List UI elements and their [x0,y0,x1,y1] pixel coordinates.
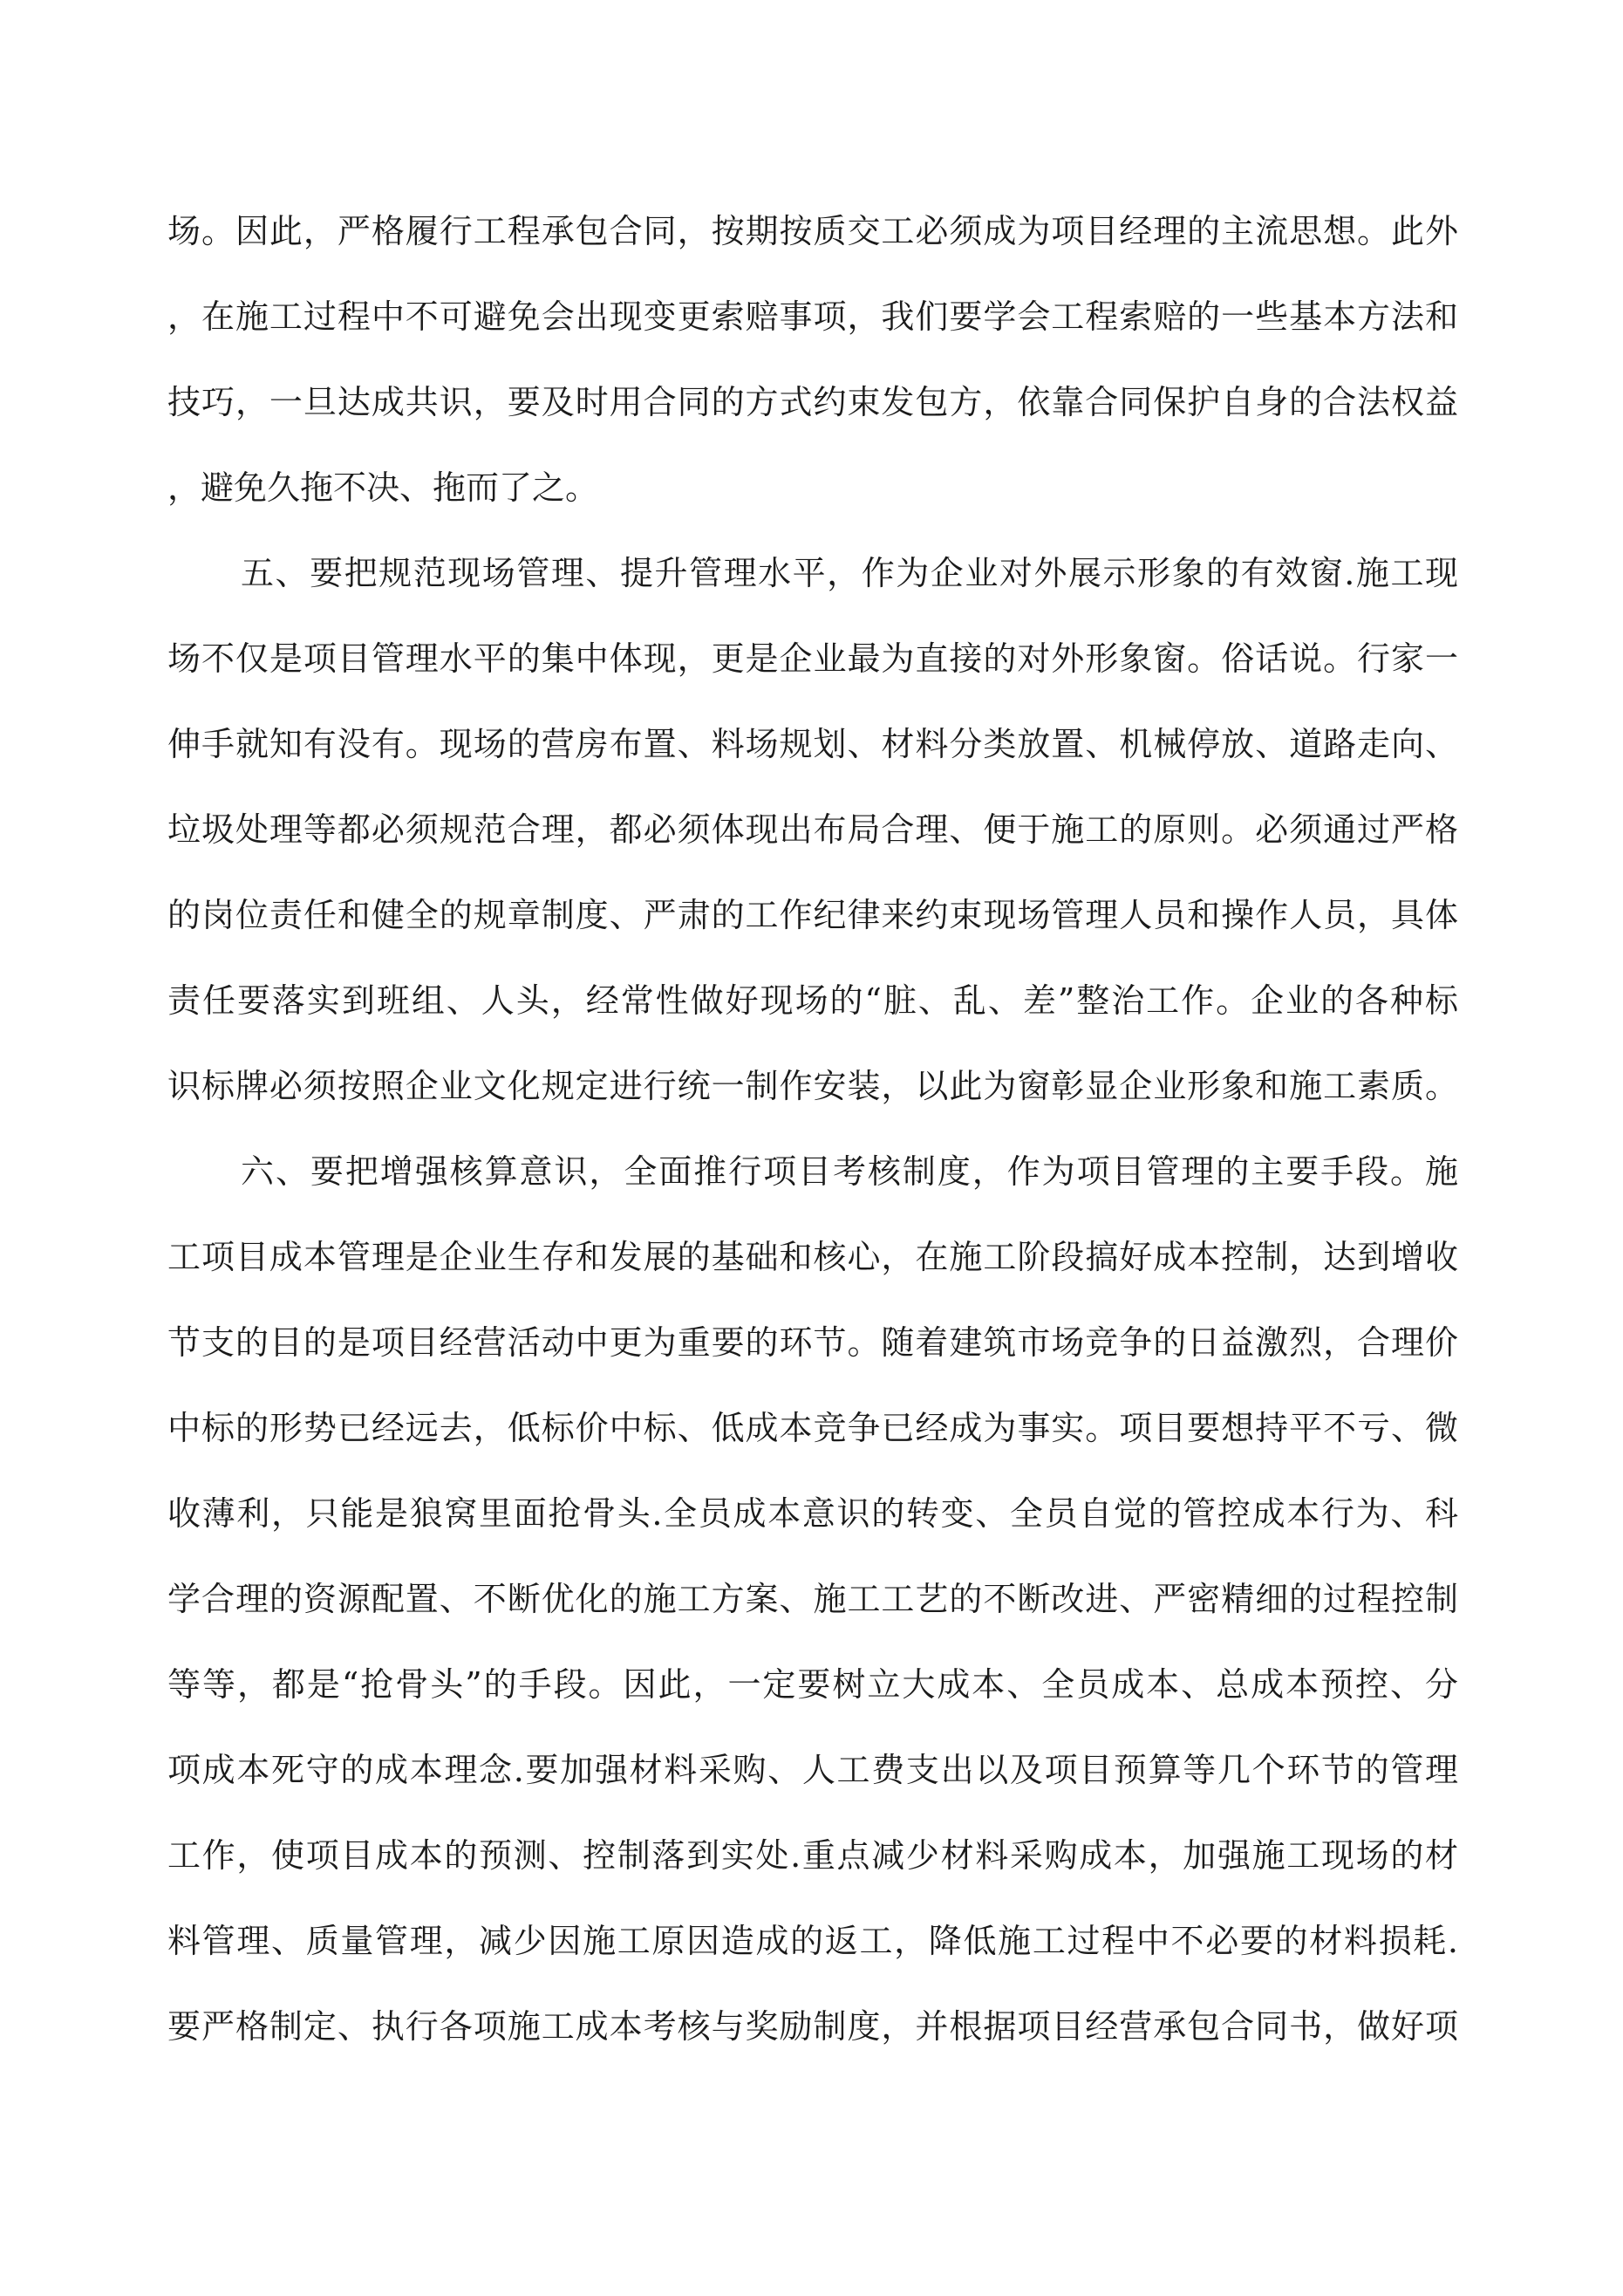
text-line: 责任要落实到班组、人头，经常性做好现场的“脏、乱、差”整治工作。企业的各种标 [167,981,1458,1020]
body-text [167,188,1458,2069]
text-line: 中标的形势已经远去，低标价中标、低成本竞争已经成为事实。项目要想持平不亏、微 [167,1409,1458,1447]
text-line: 料管理、质量管理，减少因施工原因造成的返工，降低施工过程中不必要的材料损耗. [167,1922,1458,1960]
text-line: ，避免久拖不决、拖而了之。 [167,468,599,507]
text-line: 学合理的资源配置、不断优化的施工方案、施工工艺的不断改进、严密精细的过程控制 [167,1580,1458,1618]
text-line: 场不仅是项目管理水平的集中体现，更是企业最为直接的对外形象窗。俗话说。行家一 [167,639,1458,678]
text-line: 五、要把规范现场管理、提升管理水平，作为企业对外展示形象的有效窗.施工现 [241,554,1458,592]
text-line: 收薄利，只能是狼窝里面抢骨头.全员成本意识的转变、全员自觉的管控成本行为、科 [167,1494,1458,1533]
text-line: 垃圾处理等都必须规范合理，都必须体现出布局合理、便于施工的原则。必须通过严格 [167,810,1458,849]
text-line: 识标牌必须按照企业文化规定进行统一制作安装，以此为窗彰显企业形象和施工素质。 [167,1067,1458,1105]
text-line: 伸手就知有没有。现场的营房布置、料场规划、材料分类放置、机械停放、道路走向、 [167,725,1458,763]
text-line: 节支的目的是项目经营活动中更为重要的环节。随着建筑市场竞争的日益激烈，合理价 [167,1323,1458,1362]
text-line: 场。因此，严格履行工程承包合同，按期按质交工必须成为项目经理的主流思想。此外 [167,212,1458,250]
text-line: 要严格制定、执行各项施工成本考核与奖励制度，并根据项目经营承包合同书，做好项 [167,2007,1458,2046]
text-line: 的岗位责任和健全的规章制度、严肃的工作纪律来约束现场管理人员和操作人员，具体 [167,896,1458,934]
text-line: 六、要把增强核算意识，全面推行项目考核制度，作为项目管理的主要手段。施 [241,1152,1458,1191]
text-line: ，在施工过程中不可避免会出现变更索赔事项，我们要学会工程索赔的一些基本方法和 [167,297,1458,336]
text-line: 工作，使项目成本的预测、控制落到实处.重点减少材料采购成本，加强施工现场的材 [167,1836,1458,1875]
text-line: 技巧，一旦达成共识，要及时用合同的方式约束发包方，依靠合同保护自身的合法权益 [167,383,1458,421]
text-line: 等等，都是“抢骨头”的手段。因此，一定要树立大成本、全员成本、总成本预控、分 [167,1665,1458,1704]
text-line: 项成本死守的成本理念.要加强材料采购、人工费支出以及项目预算等几个环节的管理 [167,1751,1458,1789]
text-line: 工项目成本管理是企业生存和发展的基础和核心，在施工阶段搞好成本控制，达到增收 [167,1238,1458,1276]
